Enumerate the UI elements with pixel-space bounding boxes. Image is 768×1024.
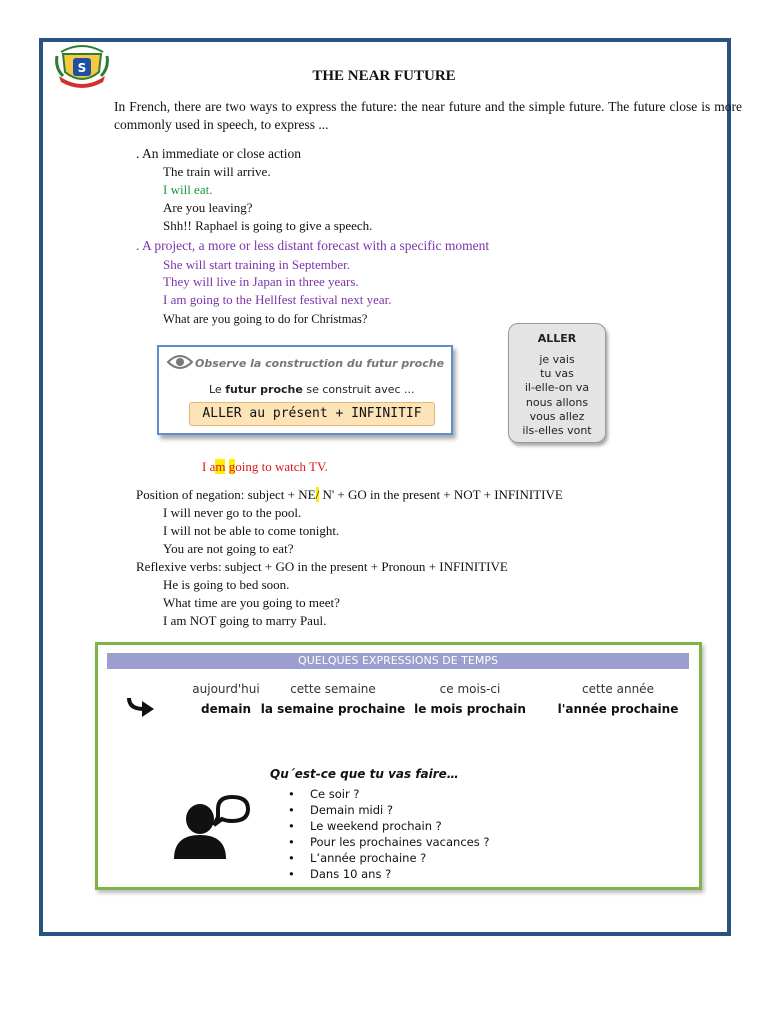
list-item-text: She will start training in September. bbox=[163, 257, 351, 272]
list-item-text: He is going to bed soon. bbox=[163, 577, 290, 592]
expressions-header: QUELQUES EXPRESSIONS DE TEMPS bbox=[107, 653, 689, 669]
example-sentence bbox=[202, 458, 328, 476]
expression-next: la semaine prochaine bbox=[260, 702, 406, 716]
eye-icon bbox=[167, 353, 193, 376]
list-item bbox=[163, 540, 293, 558]
list-item: • Dans 10 ans ? bbox=[288, 866, 490, 882]
list-item-text: What are you going to do for Christmas? bbox=[163, 312, 368, 326]
observe-subtext bbox=[209, 383, 415, 396]
example-highlight: g bbox=[228, 459, 236, 474]
list-item-text: What time are you going to meet? bbox=[163, 595, 340, 610]
svg-text:S: S bbox=[77, 61, 87, 75]
list-item bbox=[163, 576, 289, 594]
conjugation-line: il-elle-on va bbox=[524, 381, 590, 395]
list-item bbox=[163, 594, 340, 612]
page-title: THE NEAR FUTURE bbox=[312, 68, 456, 84]
list-item bbox=[163, 256, 350, 274]
list-item bbox=[163, 217, 372, 235]
conjugation-line: je vais bbox=[539, 353, 575, 366]
list-item-text: I will eat. bbox=[163, 182, 213, 197]
section1-heading: . An immediate or close action bbox=[136, 146, 301, 161]
list-item-text: I am NOT going to marry Paul. bbox=[163, 613, 327, 628]
speaking-person-icon bbox=[170, 795, 252, 866]
negation-heading bbox=[136, 486, 563, 504]
list-item bbox=[163, 163, 271, 181]
list-item bbox=[163, 612, 326, 630]
reflexive-heading bbox=[136, 558, 508, 576]
reflexive-heading-text: Reflexive verbs: subject + GO in the present + Pronoun + INFINITIVE bbox=[136, 559, 508, 574]
example-part: oing to watch TV. bbox=[235, 459, 328, 474]
list-item-text: I will not be able to come tonight. bbox=[163, 523, 340, 538]
example-part: I a bbox=[202, 459, 216, 474]
section2-heading: . A project, a more or less distant forecast with a specific moment bbox=[136, 238, 490, 253]
list-item bbox=[163, 199, 253, 217]
list-item: • Pour les prochaines vacances ? bbox=[288, 834, 490, 850]
list-item bbox=[163, 273, 359, 291]
negation-heading-part: N' + GO in the present + NOT + INFINITIVE bbox=[319, 487, 563, 502]
list-item: • L’année prochaine ? bbox=[288, 850, 490, 866]
conjugation-line: tu vas bbox=[540, 367, 574, 381]
expression-next: demain bbox=[201, 702, 251, 716]
expression-pair bbox=[548, 682, 688, 716]
observe-sub-suffix: se construit avec ... bbox=[302, 383, 415, 396]
expression-next: l'année prochaine bbox=[557, 702, 679, 716]
list-item bbox=[163, 504, 301, 522]
question-heading: Qu´est-ce que tu vas faire… bbox=[270, 767, 459, 781]
list-item bbox=[163, 181, 212, 199]
observe-sub-bold: futur proche bbox=[225, 383, 303, 396]
arrow-icon bbox=[126, 695, 158, 724]
expression-pair bbox=[253, 682, 413, 716]
list-item-text: You are not going to eat? bbox=[163, 541, 294, 556]
list-item-text: The train will arrive. bbox=[163, 164, 271, 179]
expression-now: ce mois-ci bbox=[439, 682, 501, 696]
observe-heading: Observe la construction du futur proche bbox=[195, 357, 445, 370]
aller-conjugation-card bbox=[508, 323, 606, 443]
intro-paragraph: In French, there are two ways to express the future: the near future and the simple future. The future close is more commonly used in speech, to express ... bbox=[114, 99, 742, 132]
list-item-text: Are you leaving? bbox=[163, 200, 253, 215]
formula-label: ALLER au présent + INFINITIF bbox=[189, 402, 435, 426]
observe-sub-prefix: Le bbox=[209, 383, 226, 396]
list-item: • Le weekend prochain ? bbox=[288, 818, 490, 834]
negation-highlight: / bbox=[315, 487, 320, 502]
expression-pair bbox=[400, 682, 540, 716]
expression-now: cette année bbox=[582, 682, 654, 696]
observe-box bbox=[157, 345, 453, 435]
list-item-text: They will live in Japan in three years. bbox=[163, 274, 359, 289]
list-item-text: I am going to the Hellfest festival next year. bbox=[163, 292, 392, 307]
conjugation-line: nous allons bbox=[525, 395, 589, 409]
list-item: • Ce soir ? bbox=[288, 786, 490, 802]
expression-now: aujourd'hui bbox=[192, 682, 260, 696]
expression-next: le mois prochain bbox=[414, 702, 526, 716]
list-item-text: I will never go to the pool. bbox=[163, 505, 302, 520]
list-item-text: Shh!! Raphael is going to give a speech. bbox=[163, 218, 373, 233]
list-item: • Demain midi ? bbox=[288, 802, 490, 818]
negation-heading-part: Position of negation: subject + NE bbox=[136, 487, 316, 502]
time-expressions-box bbox=[95, 642, 702, 890]
list-item bbox=[163, 291, 392, 309]
question-list bbox=[288, 786, 490, 882]
conjugation-line: ils-elles vont bbox=[522, 424, 592, 438]
aller-title: ALLER bbox=[537, 332, 577, 345]
expression-now: cette semaine bbox=[290, 682, 376, 696]
example-highlight: m bbox=[215, 459, 226, 474]
list-item bbox=[163, 311, 367, 329]
list-item bbox=[163, 522, 339, 540]
conjugation-line: vous allez bbox=[529, 409, 585, 423]
